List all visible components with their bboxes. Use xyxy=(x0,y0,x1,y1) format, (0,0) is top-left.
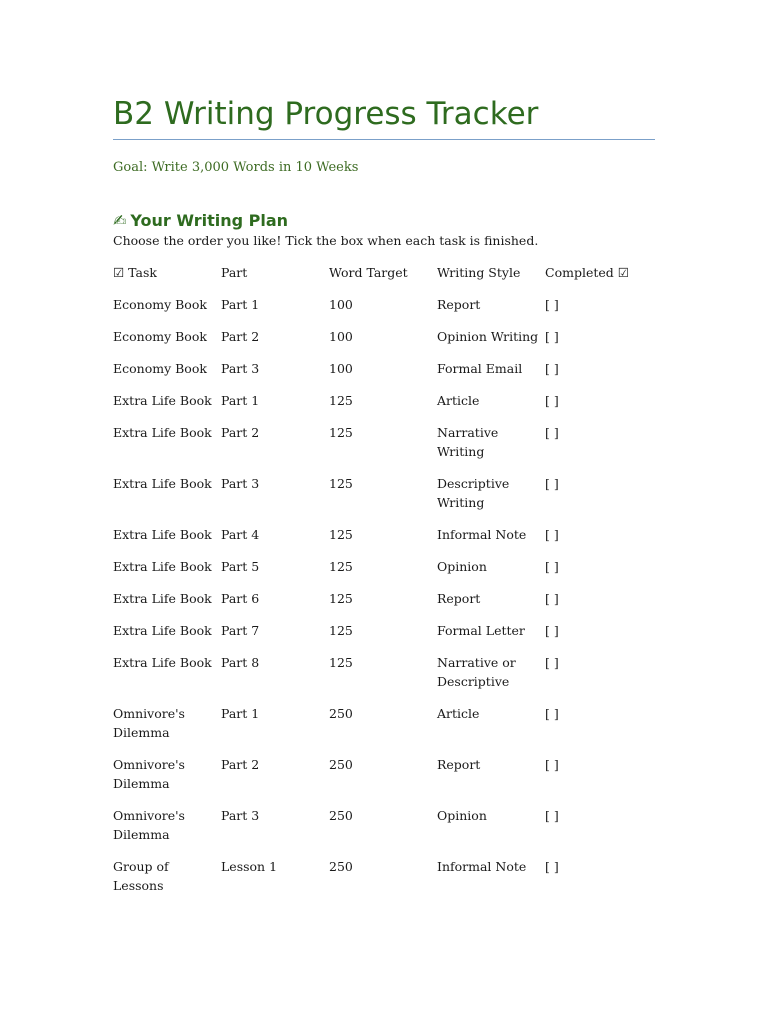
cell-task: Extra Life Book xyxy=(113,591,212,606)
cell-word-target: 125 xyxy=(329,559,353,574)
cell-word-target: 125 xyxy=(329,527,353,542)
header-completed: Completed ☑ xyxy=(545,265,629,280)
table-row xyxy=(113,391,655,423)
table-row xyxy=(113,359,655,391)
completed-checkbox[interactable]: [ ] xyxy=(545,706,559,721)
completed-checkbox[interactable]: [ ] xyxy=(545,859,559,874)
cell-writing-style: Report xyxy=(437,591,481,606)
table-row xyxy=(113,474,655,525)
cell-writing-style: Informal Note xyxy=(437,859,527,874)
cell-writing-style: Report xyxy=(437,297,481,312)
cell-word-target: 125 xyxy=(329,476,353,491)
cell-task: Omnivore's Dilemma xyxy=(113,757,185,791)
completed-checkbox[interactable]: [ ] xyxy=(545,623,559,638)
table-header-row xyxy=(113,263,655,295)
cell-task: Extra Life Book xyxy=(113,527,212,542)
cell-task: Extra Life Book xyxy=(113,425,212,440)
cell-word-target: 100 xyxy=(329,297,353,312)
cell-word-target: 125 xyxy=(329,393,353,408)
completed-checkbox[interactable]: [ ] xyxy=(545,591,559,606)
writing-plan-table xyxy=(113,263,655,908)
table-row xyxy=(113,857,655,908)
cell-part: Part 2 xyxy=(221,329,260,344)
cell-part: Part 8 xyxy=(221,655,260,670)
cell-part: Part 1 xyxy=(221,706,260,721)
cell-writing-style: Opinion xyxy=(437,808,487,823)
cell-writing-style: Informal Note xyxy=(437,527,527,542)
cell-word-target: 100 xyxy=(329,361,353,376)
completed-checkbox[interactable]: [ ] xyxy=(545,329,559,344)
completed-checkbox[interactable]: [ ] xyxy=(545,297,559,312)
cell-word-target: 125 xyxy=(329,623,353,638)
completed-checkbox[interactable]: [ ] xyxy=(545,808,559,823)
cell-part: Part 6 xyxy=(221,591,260,606)
cell-writing-style: Opinion xyxy=(437,559,487,574)
cell-part: Lesson 1 xyxy=(221,859,278,874)
cell-part: Part 3 xyxy=(221,808,260,823)
table-row xyxy=(113,806,655,857)
section-heading xyxy=(113,210,288,232)
cell-writing-style: Report xyxy=(437,757,481,772)
cell-writing-style: Formal Email xyxy=(437,361,523,376)
completed-checkbox[interactable]: [ ] xyxy=(545,655,559,670)
cell-writing-style: Article xyxy=(437,393,480,408)
completed-checkbox[interactable]: [ ] xyxy=(545,393,559,408)
header-task: ☑ Task xyxy=(113,265,157,280)
table-row xyxy=(113,755,655,806)
cell-word-target: 250 xyxy=(329,859,353,874)
cell-task: Economy Book xyxy=(113,297,207,312)
cell-word-target: 125 xyxy=(329,425,353,440)
cell-part: Part 5 xyxy=(221,559,260,574)
cell-part: Part 2 xyxy=(221,425,260,440)
cell-word-target: 250 xyxy=(329,757,353,772)
cell-part: Part 1 xyxy=(221,393,260,408)
cell-task: Extra Life Book xyxy=(113,393,212,408)
table-row xyxy=(113,704,655,755)
completed-checkbox[interactable]: [ ] xyxy=(545,757,559,772)
table-row xyxy=(113,525,655,557)
cell-task: Omnivore's Dilemma xyxy=(113,706,185,740)
cell-task: Economy Book xyxy=(113,361,207,376)
cell-writing-style: Article xyxy=(437,706,480,721)
cell-word-target: 125 xyxy=(329,655,353,670)
title-divider xyxy=(113,139,655,140)
cell-task: Extra Life Book xyxy=(113,559,212,574)
table-row xyxy=(113,423,655,474)
header-word-target: Word Target xyxy=(329,265,408,280)
cell-task: Group of Lessons xyxy=(113,859,169,893)
goal-subtitle: Goal: Write 3,000 Words in 10 Weeks xyxy=(113,160,359,175)
writing-hand-icon: ✍ xyxy=(113,211,127,230)
table-row xyxy=(113,621,655,653)
cell-word-target: 100 xyxy=(329,329,353,344)
cell-word-target: 250 xyxy=(329,808,353,823)
cell-part: Part 2 xyxy=(221,757,260,772)
header-part: Part xyxy=(221,265,248,280)
cell-word-target: 250 xyxy=(329,706,353,721)
table-row xyxy=(113,589,655,621)
completed-checkbox[interactable]: [ ] xyxy=(545,425,559,440)
cell-task: Extra Life Book xyxy=(113,655,212,670)
table-row xyxy=(113,653,655,704)
cell-part: Part 3 xyxy=(221,476,260,491)
cell-writing-style: Narrative or Descriptive xyxy=(437,655,516,689)
instructions-text: Choose the order you like! Tick the box when each task is finished. xyxy=(113,233,539,248)
cell-task: Omnivore's Dilemma xyxy=(113,808,185,842)
cell-writing-style: Opinion Writing xyxy=(437,329,539,344)
header-writing-style: Writing Style xyxy=(437,265,521,280)
table-row xyxy=(113,557,655,589)
cell-writing-style: Narrative Writing xyxy=(437,425,499,459)
table-row xyxy=(113,295,655,327)
section-heading-text: Your Writing Plan xyxy=(130,211,289,230)
cell-task: Extra Life Book xyxy=(113,476,212,491)
cell-part: Part 3 xyxy=(221,361,260,376)
cell-part: Part 4 xyxy=(221,527,260,542)
completed-checkbox[interactable]: [ ] xyxy=(545,361,559,376)
cell-part: Part 7 xyxy=(221,623,260,638)
completed-checkbox[interactable]: [ ] xyxy=(545,559,559,574)
page-title: B2 Writing Progress Tracker xyxy=(113,96,539,132)
cell-task: Economy Book xyxy=(113,329,207,344)
cell-part: Part 1 xyxy=(221,297,260,312)
completed-checkbox[interactable]: [ ] xyxy=(545,527,559,542)
cell-task: Extra Life Book xyxy=(113,623,212,638)
cell-writing-style: Formal Letter xyxy=(437,623,525,638)
table-row xyxy=(113,327,655,359)
cell-word-target: 125 xyxy=(329,591,353,606)
completed-checkbox[interactable]: [ ] xyxy=(545,476,559,491)
cell-writing-style: Descriptive Writing xyxy=(437,476,510,510)
